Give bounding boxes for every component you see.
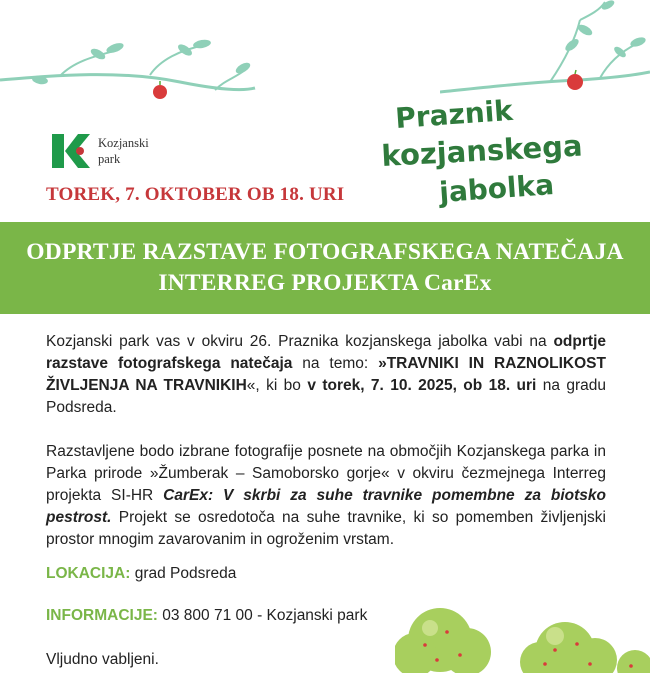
logo-line2: park — [98, 152, 121, 166]
location-value: grad Podsreda — [130, 565, 237, 582]
info-value: 03 800 71 00 - Kozjanski park — [157, 607, 368, 624]
info-label: INFORMACIJE: — [46, 607, 158, 624]
kozjanski-park-logo — [52, 132, 192, 172]
text-run-bold-italic: CarEx: V skrbi za suhe travnike pomembne za biotsko pestrost. — [46, 487, 606, 526]
text-run-bold: odprtje razstave fotografskega natečaja — [46, 333, 606, 372]
festival-logo — [378, 90, 598, 215]
text-run: «, ki bo — [246, 377, 308, 394]
apple-branch-left — [0, 30, 260, 100]
text-run-bold: v torek, 7. 10. 2025, ob 18. uri — [307, 377, 537, 394]
paragraph-details — [46, 441, 606, 551]
text-run: Kozjanski park vas v okviru 26. Praznika kozjanskega jabolka vabi na — [46, 333, 554, 350]
title-banner — [0, 222, 650, 314]
closing-text: Vljudno vabljeni. — [46, 651, 159, 668]
apple-branch-right — [440, 0, 650, 100]
text-run-bold: »TRAVNIKI IN RAZNOLIKOST ŽIVLJENJA NA TRAVNIKIH — [46, 355, 606, 394]
location-row — [46, 563, 236, 585]
logo-line1: Kozjanski — [98, 136, 149, 150]
text-run: na temo: — [292, 355, 379, 372]
paragraph-intro — [46, 331, 606, 419]
info-row — [46, 605, 367, 627]
apple-trees-illustration — [395, 600, 650, 673]
location-label: LOKACIJA: — [46, 565, 131, 582]
text-run: Razstavljene bodo izbrane fotografije posnete na območjih Kozjanskega parka in Parka prirode »Žumberak – Samoborsko gorje« v okviru čezmejnega Interreg projekta SI-HR — [46, 443, 606, 504]
text-run: na gradu Podsreda. — [46, 377, 607, 416]
text-run: Projekt se osredotoča na suhe travnike, ki so pomemben življenjski prostor mnogim zavarovanim in ogroženim vrstam. — [46, 509, 606, 548]
event-title: ODPRTJE RAZSTAVE FOTOGRAFSKEGA NATEČAJA INTERREG PROJEKTA CarEx — [26, 239, 624, 296]
invitation-body — [46, 331, 606, 551]
festival-logo-line3: jabolka — [438, 168, 556, 209]
festival-logo-line2: kozjanskega — [380, 128, 584, 173]
event-date: TOREK, 7. OKTOBER OB 18. URI — [46, 184, 345, 205]
kozjanski-park-logo-mark — [52, 132, 90, 170]
festival-logo-line1: Praznik — [394, 93, 514, 135]
